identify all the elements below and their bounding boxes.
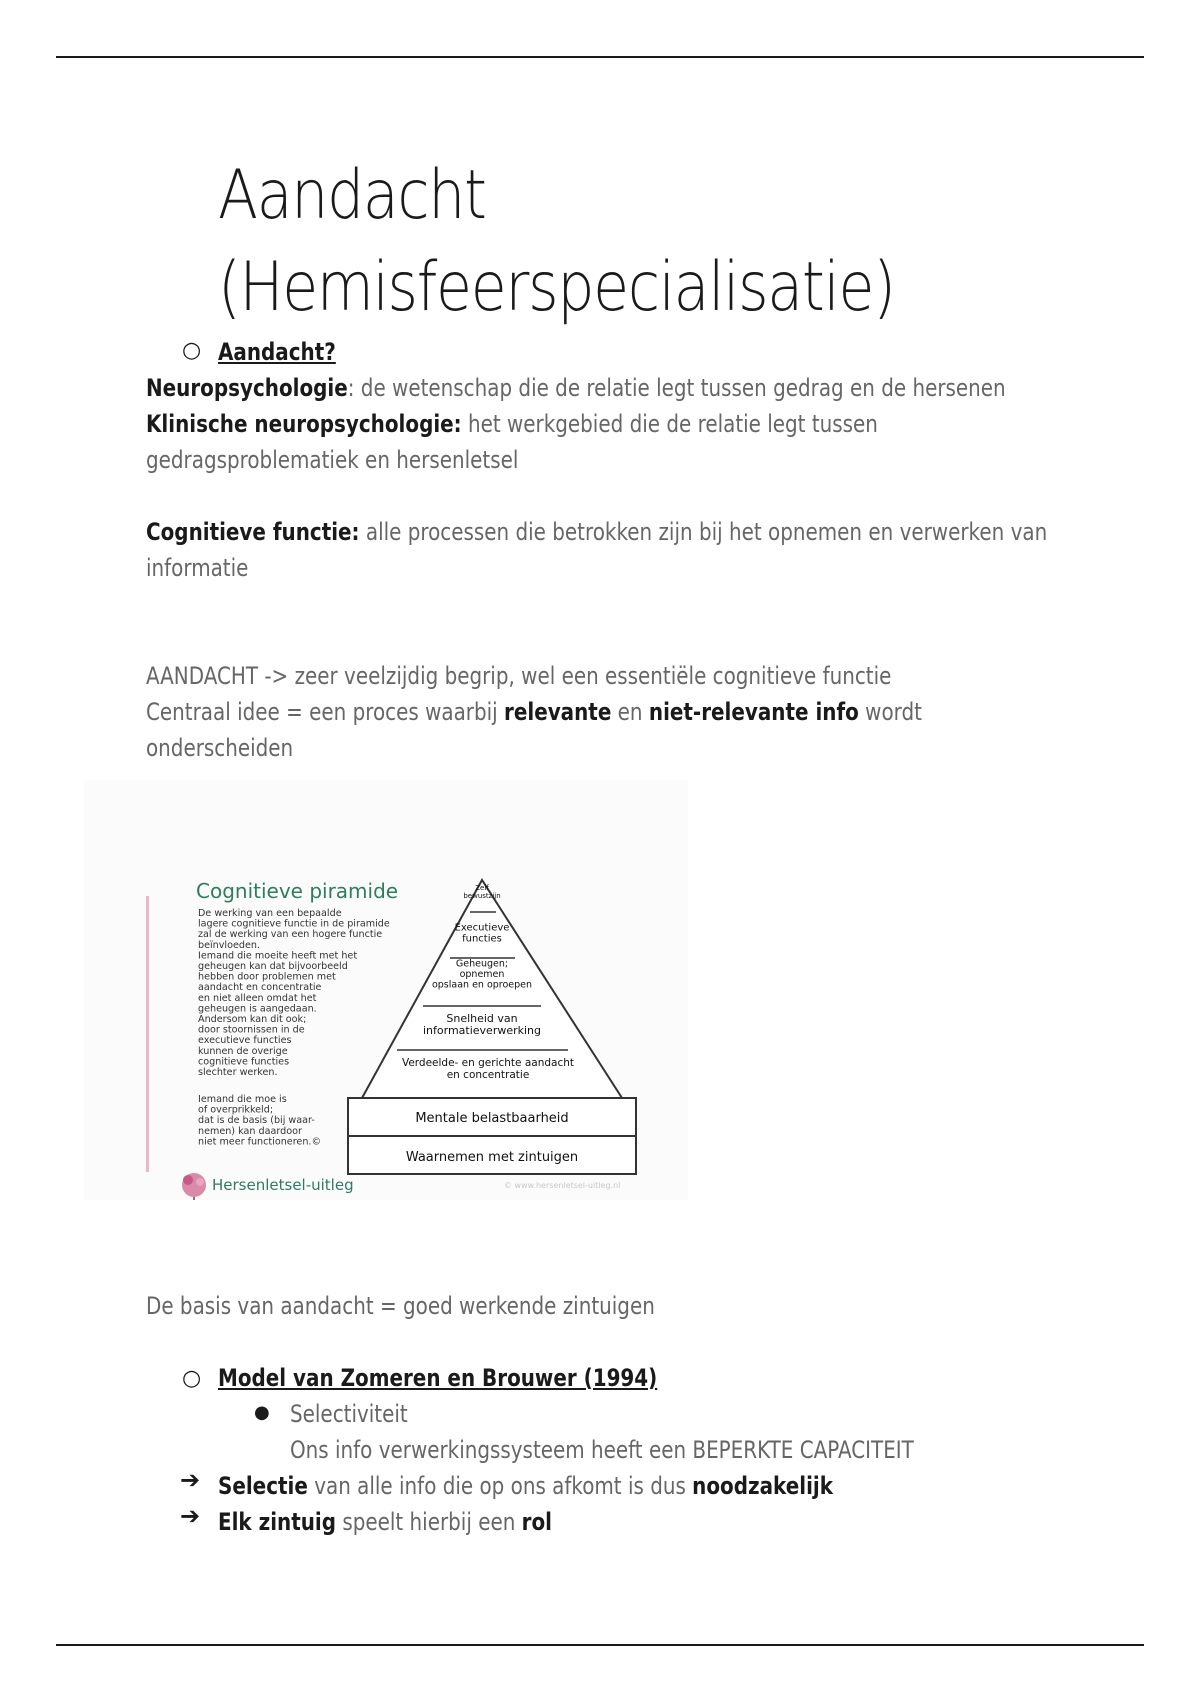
figure-desc-line: door stoornissen in de — [198, 1024, 305, 1036]
page-title — [218, 150, 895, 334]
figure-desc-line: Andersom kan dit ook; — [198, 1014, 307, 1025]
figure-desc2-line: Iemand die moe is — [198, 1094, 287, 1105]
copyright-label: © www.hersenletsel-uitleg.nl — [504, 1181, 621, 1190]
brand-label: Hersenletsel-uitleg — [212, 1176, 354, 1194]
figure-desc-line: aandacht en concentratie — [198, 982, 322, 994]
figure-desc-line: geheugen kan dat bijvoorbeeld — [198, 961, 348, 972]
pyramid-level-label: Zelf — [475, 884, 489, 893]
paragraph-centraal-idee-cont: onderscheiden — [146, 734, 294, 762]
definition-neuropsychologie: Neuropsychologie: de wetenschap die de relatie legt tussen gedrag en de hersenen — [146, 374, 1006, 402]
arrow-icon-2: ➔ — [180, 1502, 201, 1530]
figure-desc-line: kunnen de overige — [198, 1045, 288, 1057]
pyramid-level-label: informatieverwerking — [422, 1024, 542, 1038]
figure-desc2-line: dat is de basis (bij waar- — [198, 1115, 315, 1127]
sub-text-capaciteit: Ons info verwerkingssysteem heeft een BEPERKTE CAPACITEIT — [290, 1436, 914, 1464]
cognitive-pyramid-figure — [84, 780, 688, 1200]
figure-desc-line: slechter werken. — [198, 1067, 278, 1078]
pyramid-level-label: Geheugen; — [455, 958, 509, 970]
pink-side-bar — [146, 896, 149, 1172]
pyramid-svg — [84, 780, 688, 1200]
pyramid-level-label: Snelheid van — [446, 1011, 518, 1025]
figure-desc-line: Iemand die moeite heeft met het — [198, 950, 358, 962]
section-heading-aandacht: Aandacht? — [218, 338, 336, 366]
title-line-1: Aandacht — [218, 156, 486, 235]
figure-desc2-line: of overprikkeld; — [198, 1104, 274, 1116]
pyramid-level-label: functies — [462, 933, 502, 945]
pyramid-level-label: bewustzijn — [463, 891, 501, 900]
figure-desc-line: executieve functies — [198, 1035, 292, 1047]
pyramid-level-label: Executieve — [454, 922, 510, 934]
brain-logo-icon — [182, 1173, 206, 1200]
figure-desc2-line: niet meer functioneren.© — [198, 1136, 322, 1148]
figure-desc-line: lagere cognitieve functie in de piramide — [198, 918, 390, 930]
figure-description — [198, 908, 390, 1078]
pyramid-level-label: Verdeelde- en gerichte aandacht — [401, 1057, 575, 1070]
definition-klinische-cont: gedragsproblematiek en hersenletsel — [146, 446, 519, 474]
figure-desc-line: De werking van een bepaalde — [198, 908, 342, 919]
section-heading-model: Model van Zomeren en Brouwer (1994) — [218, 1364, 658, 1392]
figure-desc2-line: nemen) kan daardoor — [198, 1125, 302, 1137]
pyramid-level-label: en concentratie — [446, 1068, 530, 1081]
paragraph-centraal-idee: Centraal idee = een proces waarbij relevante en niet-relevante info wordt — [146, 698, 922, 726]
figure-description-2 — [198, 1094, 321, 1147]
figure-desc-line: zal de werking van een hogere functie — [198, 929, 383, 941]
arrow-icon-1: ➔ — [180, 1466, 201, 1494]
filled-bullet-icon: ● — [254, 1402, 270, 1423]
figure-desc-line: hebben door problemen met — [198, 971, 336, 983]
pyramid-level-label: opslaan en oproepen — [431, 979, 533, 991]
figure-heading: Cognitieve piramide — [196, 879, 399, 903]
definition-klinische: Klinische neuropsychologie: het werkgebied die de relatie legt tussen — [146, 410, 878, 438]
box1-label: Mentale belastbaarheid — [415, 1111, 569, 1126]
sub-bullet-selectiviteit: Selectiviteit — [290, 1400, 408, 1428]
figure-desc-line: en niet alleen omdat het — [198, 992, 317, 1004]
box2-label: Waarnemen met zintuigen — [405, 1150, 579, 1165]
arrow-line-selectie: Selectie van alle info die op ons afkomt is dus noodzakelijk — [218, 1472, 833, 1500]
paragraph-aandacht: AANDACHT -> zeer veelzijdig begrip, wel een essentiële cognitieve functie — [146, 662, 892, 690]
arrow-line-zintuig: Elk zintuig speelt hierbij een rol — [218, 1508, 553, 1536]
top-rule — [56, 56, 1144, 58]
figure-desc-line: geheugen is aangedaan. — [198, 1003, 317, 1015]
definition-cognitieve-functie: Cognitieve functie: alle processen die betrokken zijn bij het opnemen en verwerken van — [146, 518, 1048, 546]
pyramid-level-label: opnemen — [459, 969, 505, 980]
figure-desc-line: beïnvloeden. — [198, 939, 260, 951]
title-line-2: (Hemisfeerspecialisatie) — [218, 248, 895, 327]
hollow-bullet-icon: ○ — [182, 338, 202, 363]
hollow-bullet-icon-2: ○ — [182, 1366, 202, 1391]
definition-cognitieve-functie-cont: informatie — [146, 554, 249, 582]
bottom-rule — [56, 1644, 1144, 1646]
paragraph-basis: De basis van aandacht = goed werkende zintuigen — [146, 1292, 655, 1320]
figure-desc-line: cognitieve functies — [198, 1056, 290, 1068]
